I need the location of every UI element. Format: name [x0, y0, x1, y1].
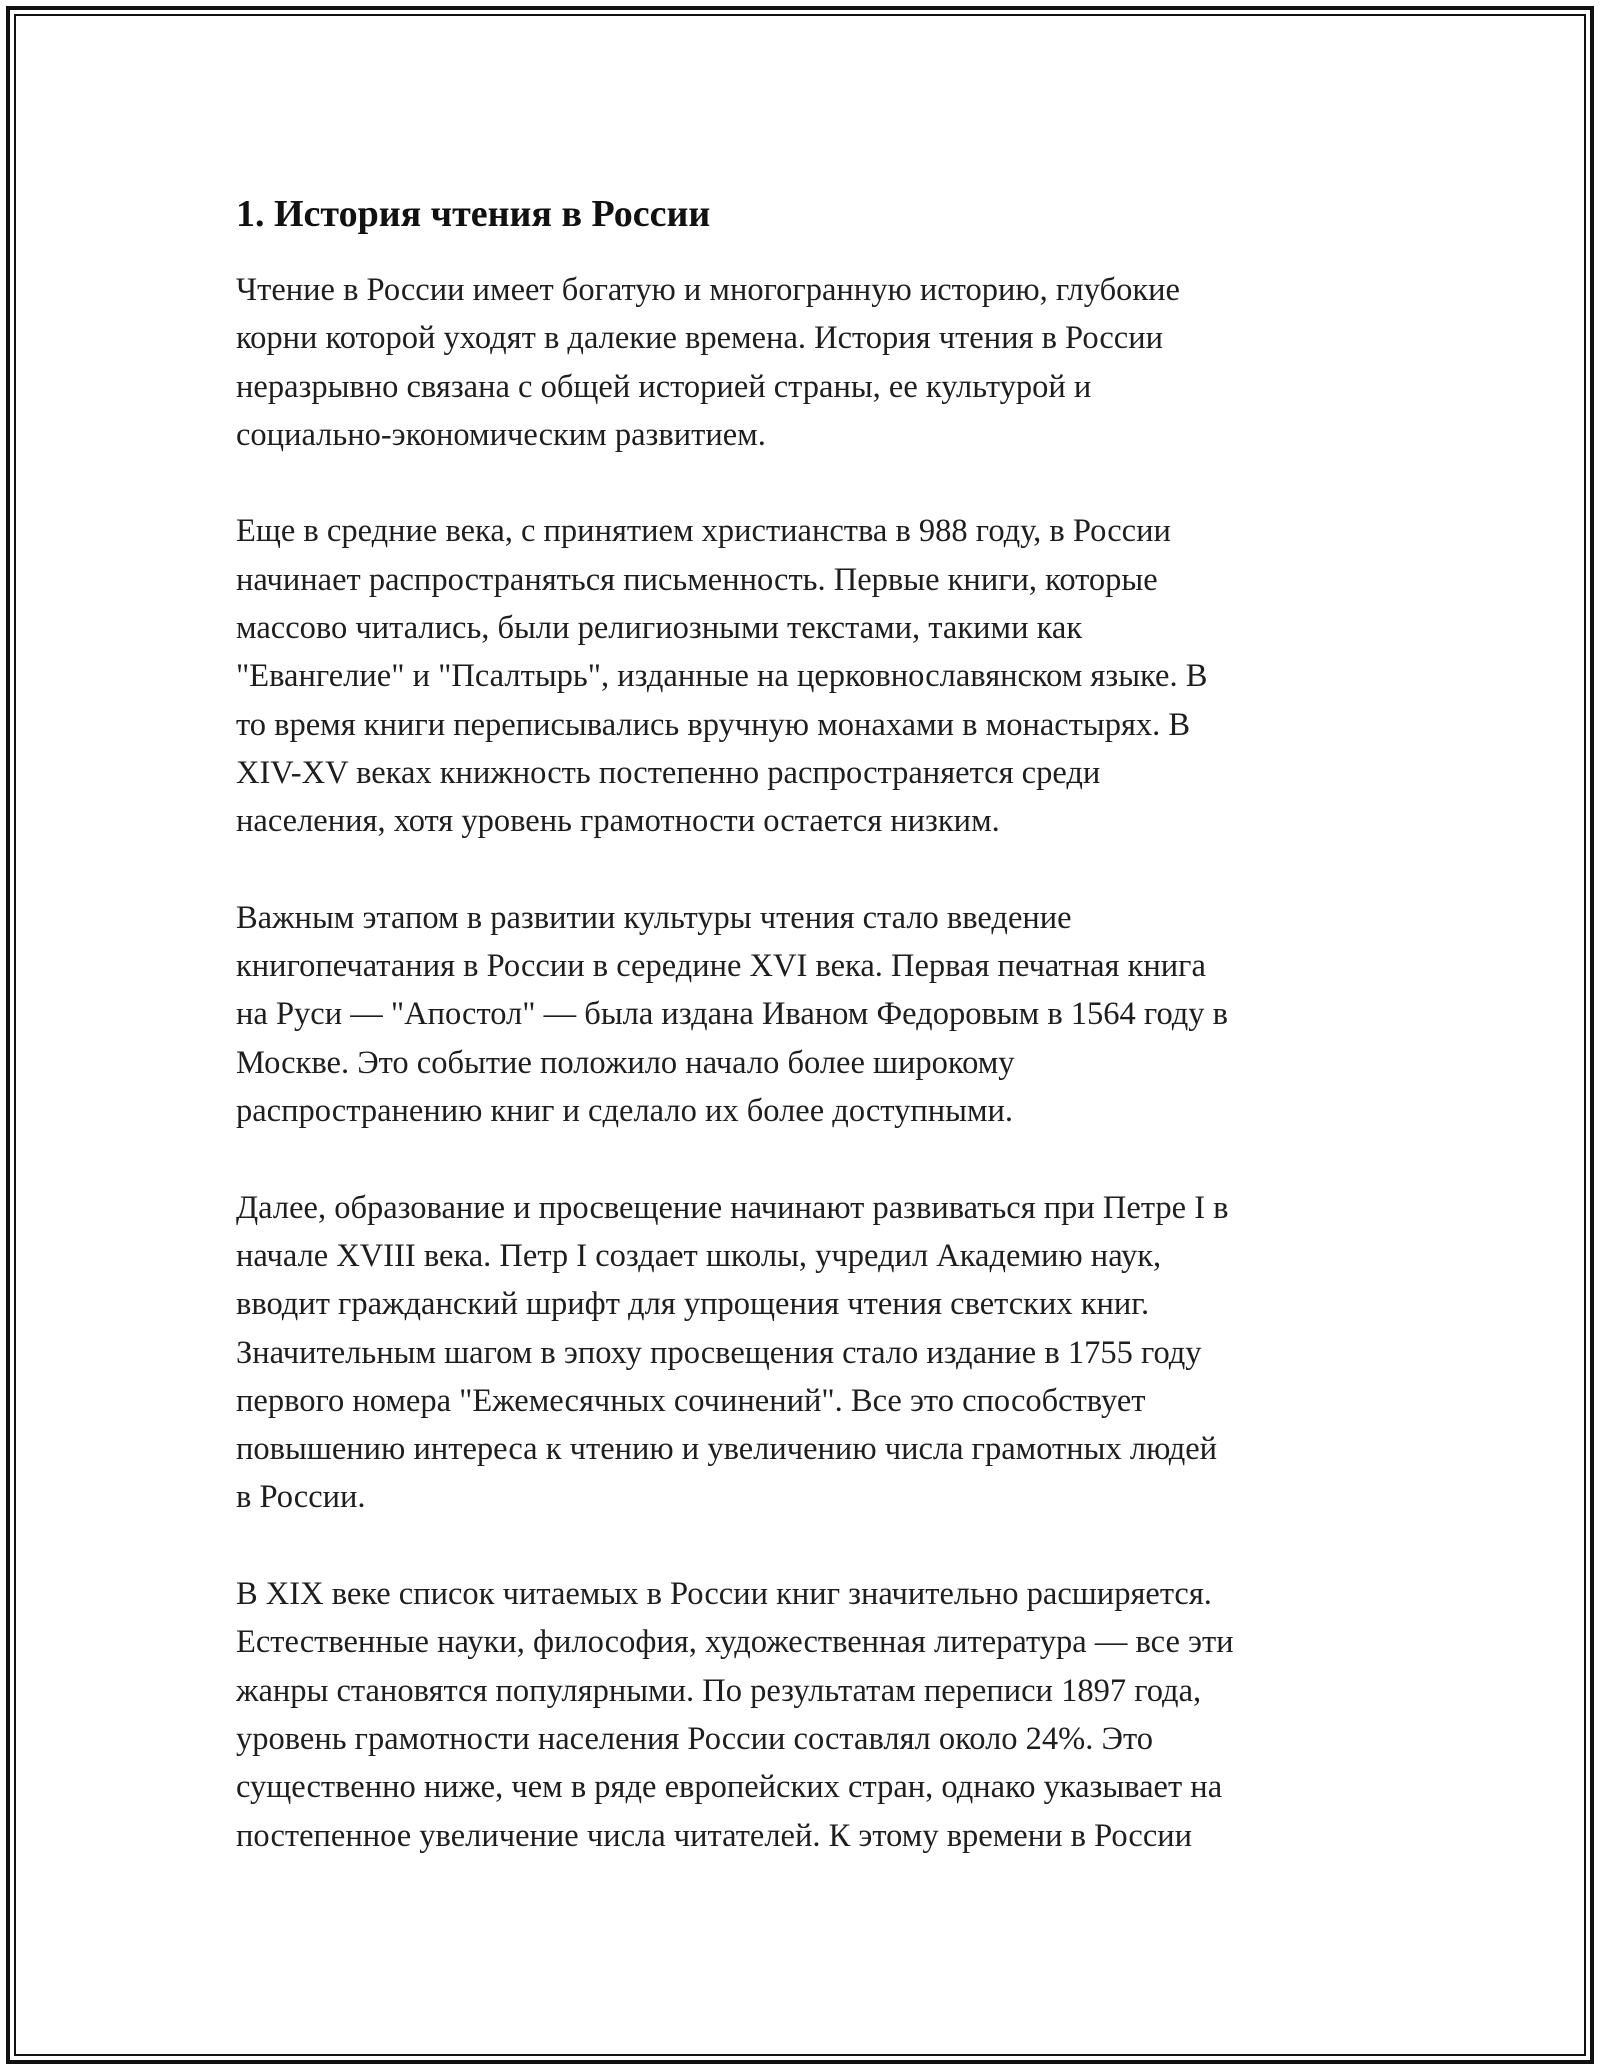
- paragraph: [236, 1184, 1376, 1522]
- text-line: "Евангелие" и "Псалтырь", изданные на церковнославянском языке. В: [236, 658, 1208, 695]
- text-line: уровень грамотности населения России составлял около 24%. Это: [236, 1720, 1153, 1757]
- text-line: на Руси — "Апостол" — была издана Иваном Федоровым в 1564 году в: [236, 996, 1229, 1033]
- text-line: Далее, образование и просвещение начинают развиваться при Петре I в: [236, 1189, 1229, 1226]
- text-line: начинает распространяться письменность. Первые книги, которые: [236, 561, 1158, 598]
- text-line: книгопечатания в России в середине XVI века. Первая печатная книга: [236, 948, 1206, 985]
- text-line: Еще в средние века, с принятием христианства в 988 году, в России: [236, 513, 1171, 550]
- text-line: в России.: [236, 1479, 366, 1516]
- paragraph: [236, 507, 1376, 845]
- text-line: Чтение в России имеет богатую и многогранную историю, глубокие: [236, 272, 1180, 308]
- text-line: распространению книг и сделало их более доступными.: [236, 1093, 1014, 1130]
- paragraph: [236, 266, 1376, 459]
- text-line: массово читались, были религиозными текстами, такими как: [236, 610, 1083, 647]
- text-line: XIV-XV веках книжность постепенно распространяется среди: [236, 754, 1101, 791]
- text-line: то время книги переписывались вручную монахами в монастырях. В: [236, 706, 1191, 743]
- paragraph: [236, 894, 1376, 1135]
- text-line: постепенное увеличение числа читателей. К этому времени в России: [236, 1817, 1193, 1854]
- text-line: корни которой уходят в далекие времена. История чтения в России: [236, 320, 1164, 357]
- text-line: начале XVIII века. Петр I создает школы, учредил Академию наук,: [236, 1237, 1162, 1274]
- text-line: населения, хотя уровень грамотности остается низким.: [236, 803, 1000, 840]
- text-line: В XIX веке список читаемых в России книг значительно расширяется.: [236, 1576, 1212, 1613]
- section-heading: 1. История чтения в России: [236, 193, 711, 235]
- paragraph-list: [236, 266, 1376, 1860]
- text-line: Значительным шагом в эпоху просвещения стало издание в 1755 году: [236, 1334, 1202, 1371]
- document-body: [236, 188, 1376, 1860]
- text-line: неразрывно связана с общей историей страны, ее культурой и: [236, 368, 1092, 405]
- text-line: первого номера "Ежемесячных сочинений". Все это способствует: [236, 1382, 1146, 1419]
- text-line: вводит гражданский шрифт для упрощения чтения светских книг.: [236, 1286, 1150, 1323]
- text-line: социально-экономическим развитием.: [236, 416, 766, 453]
- text-line: Москве. Это событие положило начало более широкому: [236, 1044, 1015, 1081]
- text-line: существенно ниже, чем в ряде европейских стран, однако указывает на: [236, 1769, 1223, 1806]
- text-line: Важным этапом в развитии культуры чтения стало введение: [236, 899, 1072, 936]
- paragraph: [236, 1570, 1376, 1860]
- text-line: повышению интереса к чтению и увеличению числа грамотных людей: [236, 1431, 1218, 1468]
- text-line: жанры становятся популярными. По результатам переписи 1897 года,: [236, 1672, 1202, 1709]
- text-line: Естественные науки, философия, художественная литература — все эти: [236, 1624, 1234, 1661]
